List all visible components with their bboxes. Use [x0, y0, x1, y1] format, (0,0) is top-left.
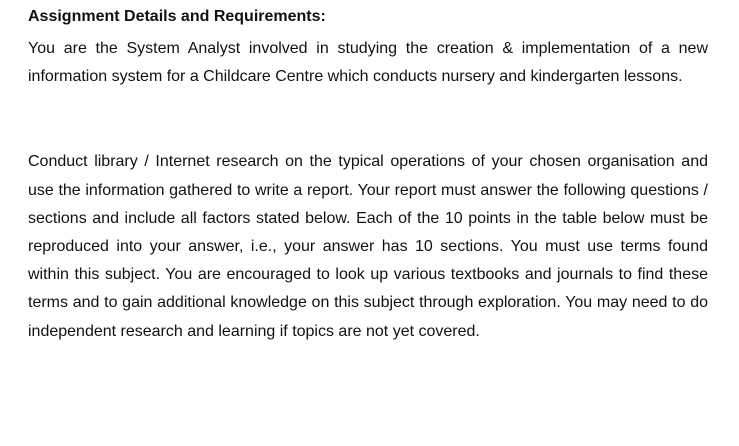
section-heading: Assignment Details and Requirements:: [28, 8, 326, 25]
scenario-paragraph: You are the System Analyst involved in studying the creation & implementation of a new information system for a Childcare Centre which conducts nursery and kindergarten lessons.: [28, 40, 708, 86]
document-body: [28, 6, 708, 346]
instructions-paragraph: Conduct library / Internet research on the typical operations of your chosen organisation and use the information gathered to write a report. Your report must answer the following questions / sections and include all factors stated below. Each of the 10 points in the table below must be reproduced into your answer, i.e., your answer has 10 sections. You must use terms found within this subject. You are encouraged to look up various textbooks and journals to find these terms and to gain additional knowledge on this subject through exploration. You may need to do independent research and learning if topics are not yet covered.: [28, 153, 708, 340]
